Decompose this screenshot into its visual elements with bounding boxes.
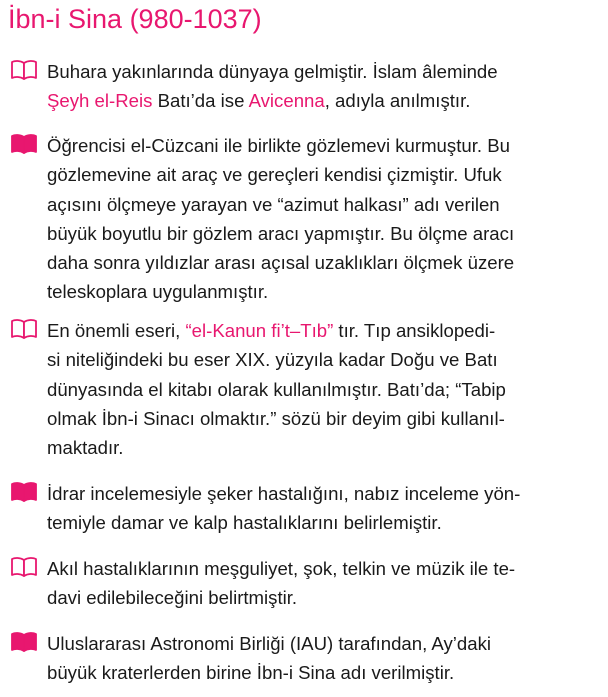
text-line: Uluslararası Astronomi Birliği (IAU) tarafından, Ay’daki	[47, 633, 492, 654]
open-book-filled-icon	[10, 481, 38, 503]
open-book-outline-icon	[10, 556, 38, 578]
text-line: gözlemevine ait araç ve gereçleri kendisi çizmiştir. Ufuk	[47, 164, 502, 186]
open-book-outline-icon	[10, 318, 38, 340]
text-line: daha sonra yıldızlar arası açısal uzaklıkları ölçmek üzere	[47, 252, 515, 274]
text-line: Buhara yakınlarında dünyaya gelmiştir. İslam âleminde	[47, 61, 498, 82]
highlight-term: “el-Kanun fi’t–Tıb”	[185, 320, 334, 341]
highlight-term: Şeyh el-Reis	[47, 90, 153, 112]
open-book-filled-icon	[10, 631, 38, 653]
text-line: olmak İbn-i Sinacı olmaktır.” sözü bir deyim gibi kullanıl-	[47, 407, 505, 429]
page-title: İbn-i Sina (980-1037)	[8, 4, 262, 34]
text-line: En önemli eseri, “el-Kanun fi’t–Tıb” tır. Tıp ansiklopedi-	[47, 320, 496, 341]
text-line: İdrar incelemesiyle şeker hastalığını, nabız inceleme yön-	[47, 483, 521, 504]
text-line: Şeyh el-Reis Batı’da ise Avicenna, adıyla anılmıştır.	[47, 90, 471, 112]
text-line: davi edilebileceğini belirtmiştir.	[47, 587, 298, 609]
text-line: Öğrencisi el-Cüzcani ile birlikte gözlemevi kurmuştur. Bu	[47, 135, 510, 156]
open-book-filled-icon	[10, 133, 38, 155]
text-line: dünyasında el kitabı olarak kullanılmıştır. Batı’da; “Tabip	[47, 378, 506, 400]
text-line: açısını ölçmeye yarayan ve “azimut halkası” adı verilen	[47, 193, 500, 215]
text-line: büyük boyutlu bir gözlem aracı yapmıştır. Bu ölçme aracı	[47, 222, 515, 244]
text-line: büyük kraterlerden birine İbn-i Sina adı verilmiştir.	[47, 662, 455, 684]
highlight-term: Avicenna	[248, 90, 325, 112]
text-line: Akıl hastalıklarının meşguliyet, şok, telkin ve müzik ile te-	[47, 558, 516, 579]
text-line: maktadır.	[47, 437, 124, 459]
text-line: temiyle damar ve kalp hastalıklarını belirlemiştir.	[47, 512, 442, 534]
text-line: si niteliğindeki bu eser XIX. yüzyıla kadar Doğu ve Batı	[47, 349, 498, 371]
open-book-outline-icon	[10, 59, 38, 81]
text-line: teleskoplara uygulanmıştır.	[47, 281, 269, 303]
